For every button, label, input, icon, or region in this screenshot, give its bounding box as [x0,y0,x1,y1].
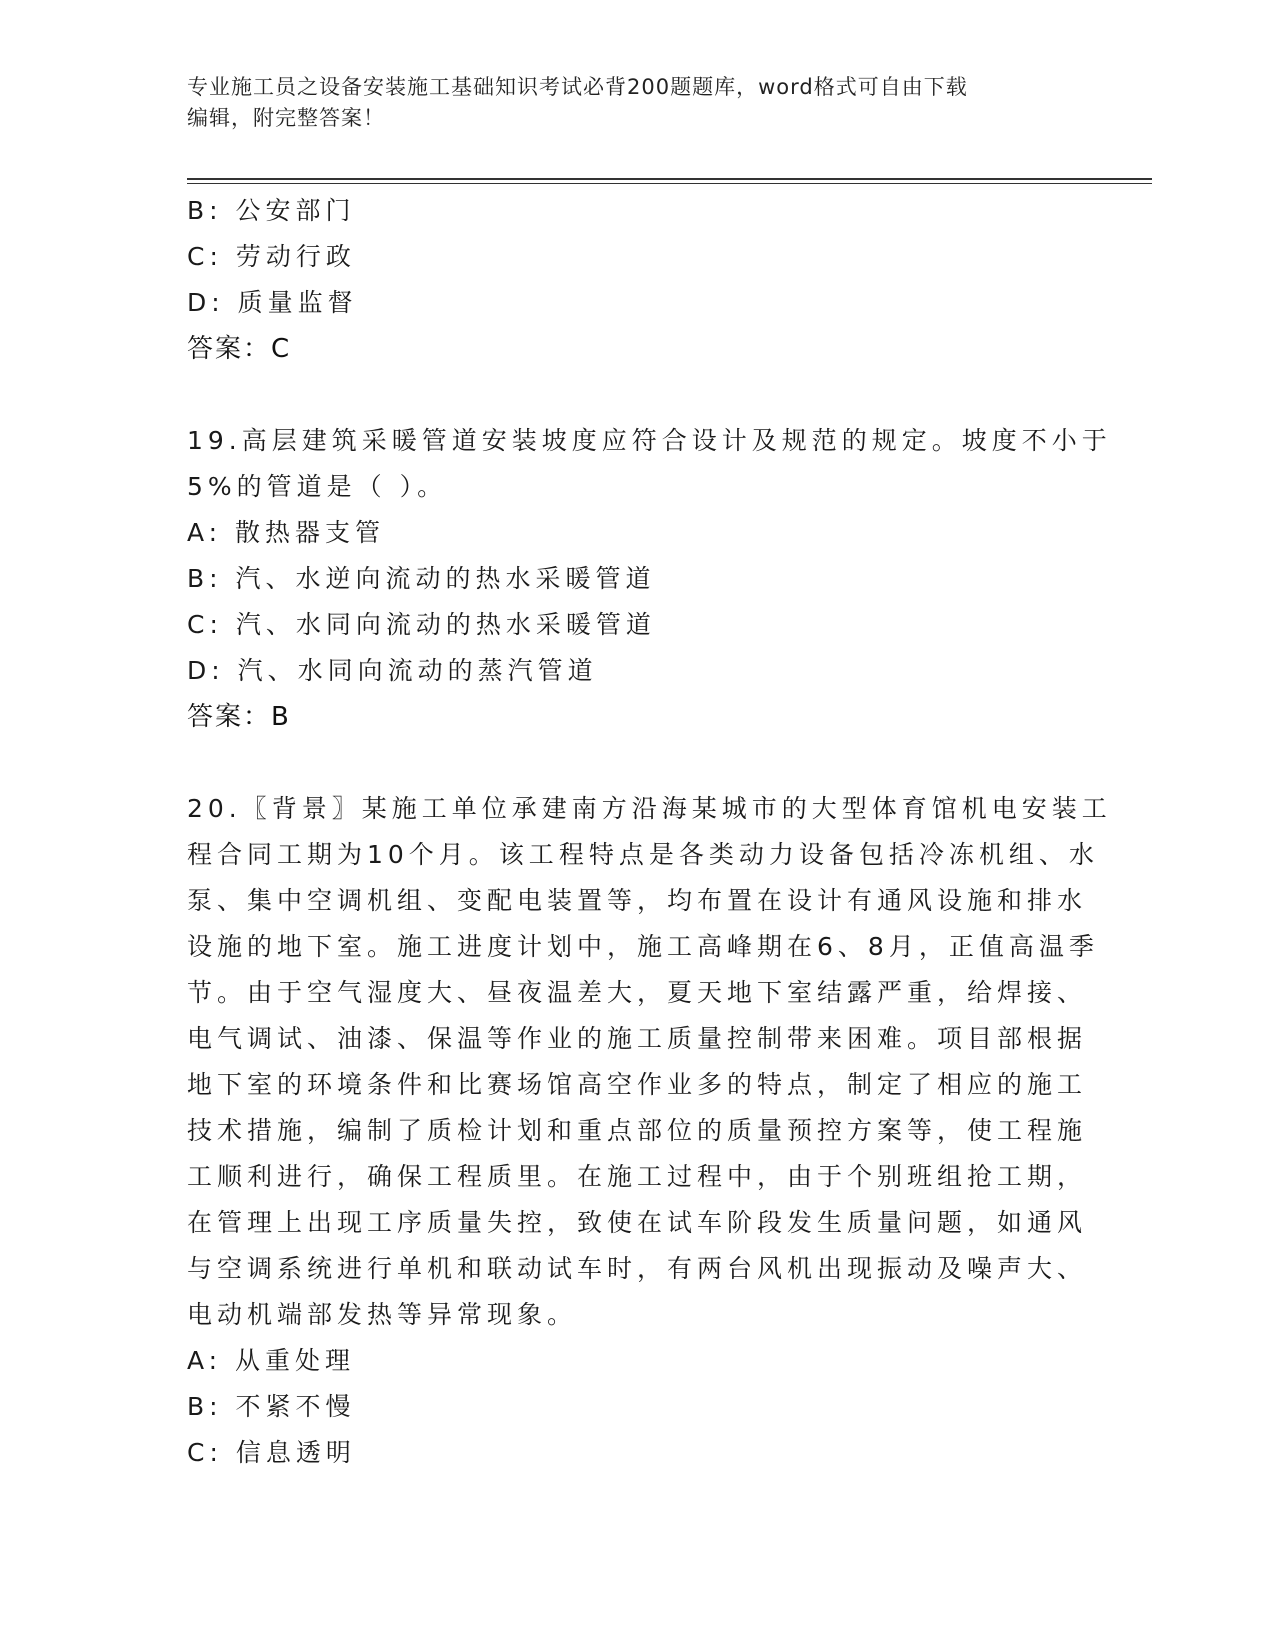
question-text-line: 技术措施，编制了质检计划和重点部位的质量预控方案等，使工程施 [187,1116,1088,1145]
spacer [187,740,1087,786]
option-c [187,1430,1087,1476]
option-text: 劳动行政 [235,242,356,271]
question-20 [187,786,1112,1476]
header-line-2: 编辑，附完整答案！ [187,106,385,130]
question-text-line: 地下室的环境条件和比赛场馆高空作业多的特点，制定了相应的施工 [187,1070,1088,1099]
spacer [187,372,1087,418]
option-label: A: [187,1346,223,1375]
option-a [187,1338,1087,1384]
option-label: D: [187,288,225,317]
question-text-line: 电气调试、油漆、保温等作业的施工质量控制带来困难。项目部根据 [187,1024,1088,1053]
option-d [187,648,1087,694]
question-text-line: 20.〖背景〗某施工单位承建南方沿海某城市的大型体育馆机电安装工 [187,794,1112,823]
question-19 [187,418,1112,740]
answer-line: 答案：B [187,702,291,732]
option-b [187,1384,1087,1430]
option-c [187,602,1087,648]
option-text: 汽、水逆向流动的热水采暖管道 [235,564,656,593]
question-text-line: 19.高层建筑采暖管道安装坡度应符合设计及规范的规定。坡度不小于 [187,426,1112,455]
question-text-line: 泵、集中空调机组、变配电装置等，均布置在设计有通风设施和排水 [187,886,1088,915]
option-label: C: [187,1438,223,1467]
option-c [187,234,1087,280]
header-line-1: 专业施工员之设备安装施工基础知识考试必背200题题库，word格式可自由下载 [187,75,968,99]
question-text-line: 节。由于空气湿度大、昼夜温差大，夏天地下室结露严重，给焊接、 [187,978,1088,1007]
option-b [187,188,1087,234]
option-a [187,510,1087,556]
header-rule-thick [187,178,1152,180]
question-text-line: 工顺利进行，确保工程质里。在施工过程中，由于个别班组抢工期， [187,1162,1088,1191]
question-18-tail [187,188,1087,372]
option-text: 不紧不慢 [235,1392,356,1421]
option-d [187,280,1087,326]
option-label: B: [187,196,223,225]
option-label: B: [187,1392,223,1421]
option-label: A: [187,518,223,547]
option-b [187,556,1087,602]
option-label: D: [187,656,225,685]
question-text-line: 程合同工期为10个月。该工程特点是各类动力设备包括冷冻机组、水 [187,840,1099,869]
option-text: 质量监督 [237,288,358,317]
option-text: 汽、水同向流动的蒸汽管道 [237,656,598,685]
header-rule-thin [187,183,1152,184]
question-text-line: 5%的管道是（ ）。 [187,472,448,501]
document-header [187,72,1087,134]
document-body [187,188,1112,1476]
question-text-line: 设施的地下室。施工进度计划中，施工高峰期在6、8月，正值高温季 [187,932,1099,961]
option-text: 汽、水同向流动的热水采暖管道 [235,610,656,639]
answer-line: 答案：C [187,334,292,364]
option-label: C: [187,242,223,271]
option-label: C: [187,610,223,639]
option-label: B: [187,564,223,593]
option-text: 公安部门 [235,196,356,225]
question-text-line: 电动机端部发热等异常现象。 [187,1300,578,1329]
question-text-line: 与空调系统进行单机和联动试车时，有两台风机出现振动及噪声大、 [187,1254,1088,1283]
option-text: 散热器支管 [235,518,386,547]
option-text: 信息透明 [235,1438,356,1467]
question-text-line: 在管理上出现工序质量失控，致使在试车阶段发生质量问题，如通风 [187,1208,1088,1237]
option-text: 从重处理 [235,1346,356,1375]
